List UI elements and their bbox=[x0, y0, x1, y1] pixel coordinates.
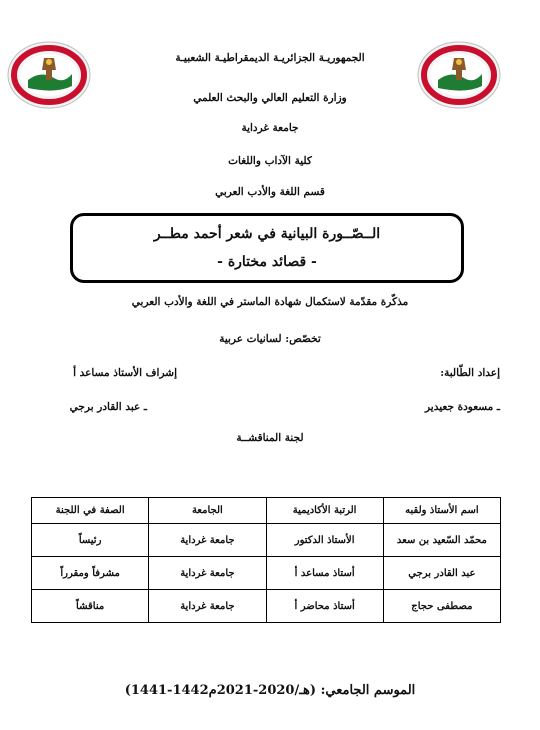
member-name: محمّد السّعيد بن سعد bbox=[383, 524, 500, 557]
ministry-heading: وزارة التعليم العالي والبحث العلمي bbox=[193, 92, 347, 104]
committee-label: لجنة المناقشــة bbox=[236, 432, 304, 444]
committee-table bbox=[31, 497, 501, 623]
specialty-line: تخصّص: لسانيات عربية bbox=[219, 333, 321, 345]
header-rank: الرتبة الأكاديمية bbox=[266, 498, 383, 524]
table-header-row bbox=[32, 498, 501, 524]
department-heading: قسم اللغة والأدب العربي bbox=[215, 186, 325, 198]
academic-year-line bbox=[0, 683, 540, 698]
table-row bbox=[32, 557, 501, 590]
memo-line: مذكّرة مقدّمة لاستكمال شهادة الماستر في اللغة والأدب العربي bbox=[131, 296, 409, 308]
supervisor-label: إشراف الأستاذ مساعد أ bbox=[73, 367, 177, 379]
member-rank: أستاذ محاضر أ bbox=[266, 590, 383, 623]
member-role: رئيساً bbox=[32, 524, 149, 557]
member-university: جامعة غرداية bbox=[149, 590, 266, 623]
thesis-title: الــصّــورة البيانية في شعر أحمد مطــر bbox=[153, 226, 381, 242]
prepared-by-label: إعداد الطّالبة: bbox=[440, 367, 500, 379]
member-name: عبد القادر برجي bbox=[383, 557, 500, 590]
supervisor-name: ـ عبد القادر برجي bbox=[69, 401, 147, 413]
member-name: مصطفى حجاج bbox=[383, 590, 500, 623]
thesis-title-box bbox=[70, 213, 464, 283]
member-university: جامعة غرداية bbox=[149, 524, 266, 557]
republic-heading: الجمهوريـة الجزائريـة الديمقراطيـة الشعبيـة bbox=[175, 52, 365, 64]
member-rank: أستاذ مساعد أ bbox=[266, 557, 383, 590]
thesis-subtitle: - قصائد مختارة - bbox=[217, 254, 317, 270]
member-role: مناقشاً bbox=[32, 590, 149, 623]
header-university: الجامعة bbox=[149, 498, 266, 524]
table-row bbox=[32, 590, 501, 623]
member-university: جامعة غرداية bbox=[149, 557, 266, 590]
university-heading: جامعة غرداية bbox=[241, 122, 299, 134]
member-role: مشرفاً ومقرراً bbox=[32, 557, 149, 590]
student-name: ـ مسعودة جعيدير bbox=[425, 401, 500, 413]
academic-year-value: (1441-1442هـ/2020-2021م) bbox=[124, 683, 317, 698]
table-row bbox=[32, 524, 501, 557]
faculty-heading: كلية الآداب واللغات bbox=[228, 155, 312, 167]
university-seal-icon bbox=[6, 40, 92, 110]
academic-year-label: الموسم الجامعي: bbox=[320, 683, 416, 698]
header-role: الصفة في اللجنة bbox=[32, 498, 149, 524]
header-name: اسم الأستاذ ولقبه bbox=[383, 498, 500, 524]
member-rank: الأستاذ الدكتور bbox=[266, 524, 383, 557]
